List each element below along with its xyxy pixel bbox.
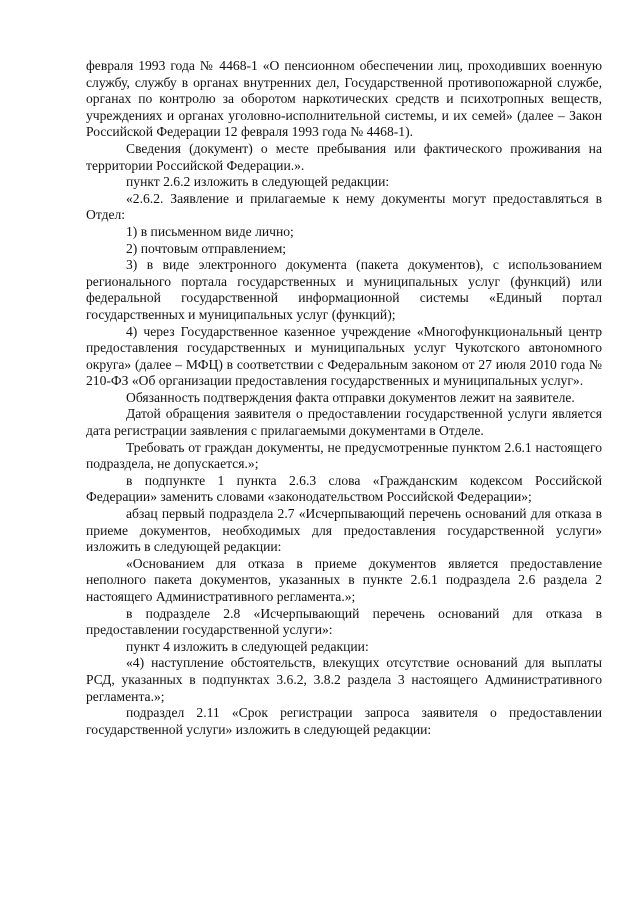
paragraph-subclause-2-6-3: в подпункте 1 пункта 2.6.3 слова «Гражданским кодексом Российской Федерации» заменить словами «законодательством Российской Федерации»; <box>86 472 602 505</box>
paragraph-refusal-grounds: «Основанием для отказа в приеме документов является предоставление неполного пакета документов, указанных в пункте 2.6.1 подраздела 2.6 раздела 2 настоящего Административного регламента.»; <box>86 555 602 604</box>
paragraph-subsection-2-7: абзац первый подраздела 2.7 «Исчерпывающий перечень оснований для отказа в приеме документов, необходимых для предоставления государственной услуги» изложить в следующей редакции: <box>86 506 602 555</box>
paragraph-clause-4: «4) наступление обстоятельств, влекущих отсутствие оснований для выплаты РСД, указанных в подпунктах 3.6.2, 3.8.2 раздела 3 настоящего Административного регламента.»; <box>86 655 602 704</box>
paragraph-clause-4-intro: пункт 4 изложить в следующей редакции: <box>126 638 369 654</box>
paragraph-request-date: Датой обращения заявителя о предоставлении государственной услуги является дата регистрации заявления с прилагаемыми документами в Отделе. <box>86 406 602 439</box>
paragraph-subsection-2-11: подраздел 2.11 «Срок регистрации запроса заявителя о предоставлении государственной услуги» изложить в следующей редакции: <box>86 705 602 737</box>
list-item-in-person: 1) в письменном виде лично; <box>126 223 294 239</box>
list-item-electronic: 3) в виде электронного документа (пакета документов), с использованием регионального портала государственных и муниципальных услуг (функций) или федеральной государственной информационной системы «Единый портал государственных и муниципальных услуг (функций); <box>86 257 602 322</box>
list-item-mfc: 4) через Государственное казенное учреждение «Многофункциональный центр предоставления государственных и муниципальных услуг Чукотского автономного округа» (далее – МФЦ) в соответствии с Федеральным законом от 27 июля 2010 года № 210-ФЗ «Об организации предоставления государственных и муниципальных услуг». <box>86 323 602 389</box>
document-page <box>86 58 602 738</box>
paragraph-proof-obligation: Обязанность подтверждения факта отправки документов лежит на заявителе. <box>126 389 575 405</box>
paragraph-clause-2-6-2: «2.6.2. Заявление и прилагаемые к нему документы могут предоставляться в Отдел: <box>86 190 602 223</box>
list-item-by-mail: 2) почтовым отправлением; <box>126 240 287 256</box>
paragraph-subsection-2-8: в подразделе 2.8 «Исчерпывающий перечень оснований для отказа в предоставлении государственной услуги»: <box>86 605 602 638</box>
paragraph-law-reference: февраля 1993 года № 4468-1 «О пенсионном обеспечении лиц, проходивших военную службу, службу в органах внутренних дел, Государственной противопожарной службе, органах по контролю за оборотом наркотических средств и психотропных веществ, учреждениях и органах уголовно-исполнительной системы, и их семей» (далее – Закон Российской Федерации 12 февраля 1993 года № 4468-1). <box>86 58 602 140</box>
paragraph-residence-info: Сведения (документ) о месте пребывания или фактического проживания на территории Российской Федерации.». <box>86 140 602 173</box>
paragraph-clause-2-6-2-intro: пункт 2.6.2 изложить в следующей редакции: <box>126 174 390 190</box>
paragraph-no-extra-documents: Требовать от граждан документы, не предусмотренные пунктом 2.6.1 настоящего подраздела, не допускается.»; <box>86 439 602 472</box>
